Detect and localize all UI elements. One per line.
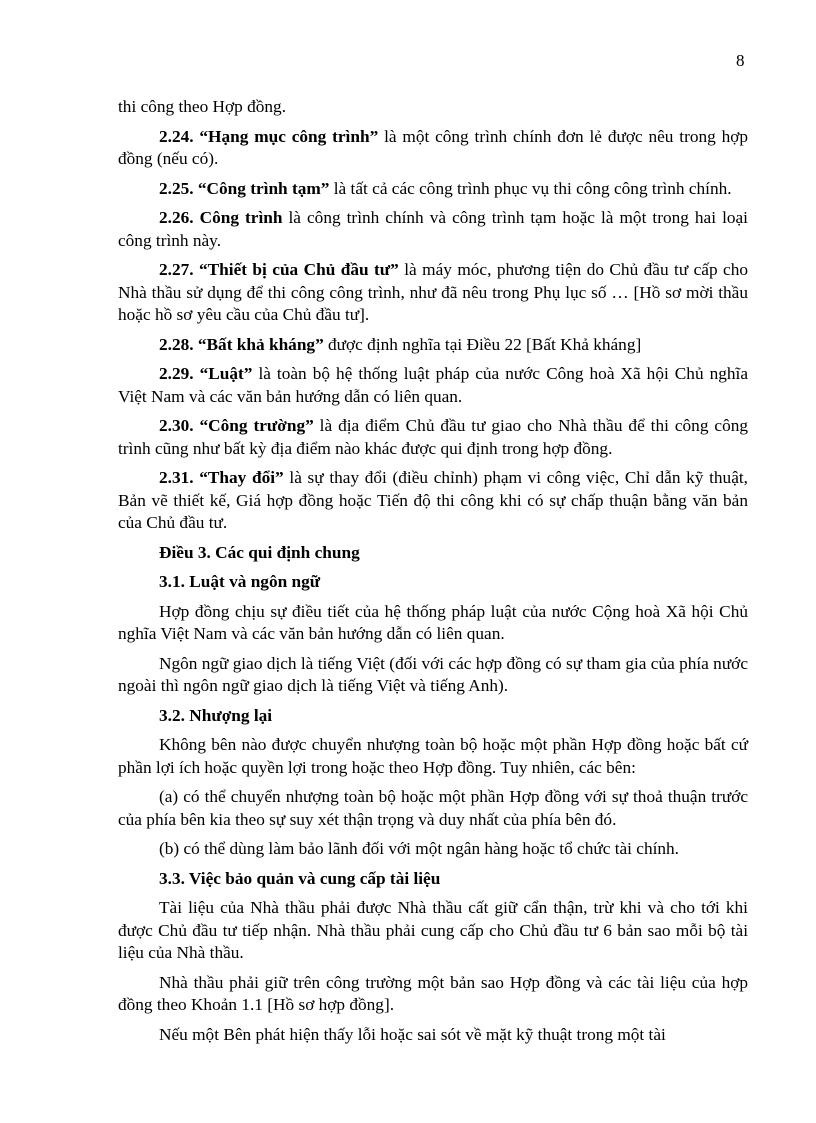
document-body (118, 96, 748, 1053)
defined-term: “Luật” (199, 364, 253, 383)
defined-term: “Công trường” (199, 416, 314, 435)
definition-2-28 (118, 334, 748, 357)
definition-text: là sự thay đổi (điều chỉnh) phạm vi công việc, Chỉ dẫn kỹ thuật, Bản vẽ thiết kế, Giá hợp đồng hoặc Tiến độ thi công khi có sự chấp thuận bằng văn bản của Chủ đầu tư. (118, 468, 748, 532)
definition-2-29 (118, 363, 748, 408)
section-3-2-heading: 3.2. Nhượng lại (159, 705, 273, 725)
defined-term: “Thiết bị của Chủ đầu tư” (199, 260, 399, 279)
defined-term: “Hạng mục công trình” (199, 126, 379, 146)
clause-number: 2.30. (159, 416, 194, 435)
page-number: 8 (736, 51, 745, 70)
definition-2-27 (118, 259, 748, 327)
paragraph: Nhà thầu phải giữ trên công trường một bản sao Hợp đồng và các tài liệu của hợp đồng theo Khoản 1.1 [Hồ sơ hợp đồng]. (118, 972, 748, 1014)
list-item-b: (b) có thể dùng làm bảo lãnh đối với một ngân hàng hoặc tổ chức tài chính. (159, 839, 680, 858)
definition-text: là một công trình chính đơn lẻ được nêu trong hợp đồng (nếu có). (118, 126, 748, 168)
definition-text: là công trình chính và công trình tạm hoặc là một trong hai loại công trình này. (118, 208, 748, 250)
definition-text: được định nghĩa tại Điều 22 [Bất Khả kháng] (323, 334, 642, 354)
section-3-1-heading: 3.1. Luật và ngôn ngữ (159, 572, 321, 591)
definition-2-24 (118, 126, 748, 171)
definition-2-31 (118, 467, 748, 535)
clause-number: 2.28. (159, 334, 194, 354)
paragraph: Hợp đồng chịu sự điều tiết của hệ thống pháp luật của nước Cộng hoà Xã hội Chủ nghĩa Việt Nam và các văn bản hướng dẫn có liên quan. (118, 601, 748, 643)
defined-term: “Công trình tạm” (197, 178, 330, 198)
definition-2-25 (118, 178, 748, 201)
definition-text: là tất cả các công trình phục vụ thi công công trình chính. (329, 178, 732, 198)
defined-term: “Thay đổi” (199, 468, 284, 487)
paragraph: Không bên nào được chuyển nhượng toàn bộ hoặc một phần Hợp đồng hoặc bất cứ phần lợi ích hoặc quyền lợi trong hoặc theo Hợp đồng. Tuy nhiên, các bên: (118, 735, 748, 777)
section-3-3-heading: 3.3. Việc bảo quản và cung cấp tài liệu (159, 868, 441, 888)
article-3-heading: Điều 3. Các qui định chung (159, 542, 360, 562)
clause-number: 2.25. (159, 178, 194, 198)
paragraph: Tài liệu của Nhà thầu phải được Nhà thầu cất giữ cẩn thận, trừ khi và cho tới khi được Chủ đầu tư tiếp nhận. Nhà thầu phải cung cấp cho Chủ đầu tư 6 bản sao mỗi bộ tài liệu của Nhà thầu. (118, 898, 748, 962)
definition-text: là địa điểm Chủ đầu tư giao cho Nhà thầu để thi công công trình cũng như bất kỳ địa điểm nào khác được qui định trong hợp đồng. (118, 416, 748, 458)
paragraph: thi công theo Hợp đồng. (118, 97, 287, 116)
paragraph: Ngôn ngữ giao dịch là tiếng Việt (đối với các hợp đồng có sự tham gia của phía nước ngoài thì ngôn ngữ giao dịch là tiếng Việt và tiếng Anh). (118, 653, 748, 695)
definition-2-30 (118, 415, 748, 460)
defined-term: “Bất khả kháng” (197, 334, 324, 354)
clause-number: 2.29. (159, 364, 194, 383)
paragraph: Nếu một Bên phát hiện thấy lỗi hoặc sai sót về mặt kỹ thuật trong một tài (159, 1024, 666, 1044)
defined-term: Công trình (199, 208, 283, 227)
clause-number: 2.24. (159, 126, 194, 146)
clause-number: 2.27. (159, 260, 194, 279)
list-item-a: (a) có thể chuyển nhượng toàn bộ hoặc một phần Hợp đồng với sự thoả thuận trước của phía bên kia theo sự suy xét thận trọng và duy nhất của phía bên đó. (118, 787, 748, 829)
definition-text: là toàn bộ hệ thống luật pháp của nước Công hoà Xã hội Chủ nghĩa Việt Nam và các văn bản hướng dẫn có liên quan. (118, 364, 749, 406)
definition-2-26 (118, 207, 748, 252)
clause-number: 2.31. (159, 468, 194, 487)
clause-number: 2.26. (159, 208, 194, 227)
definition-text: là máy móc, phương tiện do Chủ đầu tư cấp cho Nhà thầu sử dụng để thi công công trình, như đã nêu trong Phụ lục số … [Hồ sơ mời thầu hoặc hồ sơ yêu cầu của Chủ đầu tư]. (118, 260, 748, 324)
